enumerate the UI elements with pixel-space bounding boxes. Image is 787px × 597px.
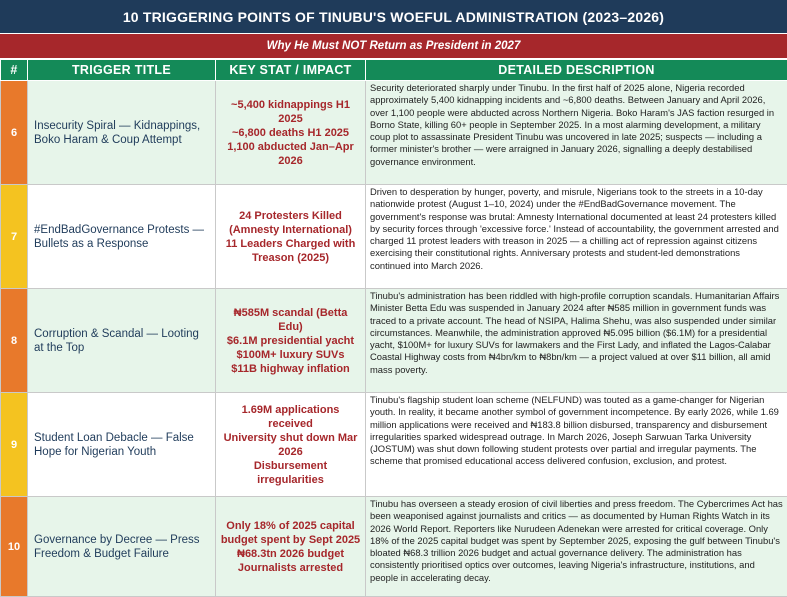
table-row <box>1 497 787 597</box>
key-stat <box>216 393 366 497</box>
stat-line: 1,100 abducted Jan–Apr 2026 <box>220 140 361 168</box>
table-header-row <box>1 60 787 81</box>
stat-line: $6.1M presidential yacht <box>220 334 361 348</box>
row-number: 7 <box>1 185 28 289</box>
key-stat <box>216 497 366 597</box>
trigger-title: Insecurity Spiral — Kidnappings, Boko Haram & Coup Attempt <box>28 81 216 185</box>
table-row <box>1 81 787 185</box>
stat-line: Disbursement irregularities <box>220 459 361 487</box>
stat-line: ₦585M scandal (Betta Edu) <box>220 306 361 334</box>
detailed-description: Driven to desperation by hunger, poverty, and misrule, Nigerians took to the streets in a 10-day nationwide protest (August 1–10, 2024) under the #EndBadGovernance movement. The government's response was brutal: Amnesty International documented at least 24 protesters killed by security forces through 'excessive force.' Instead of accountability, the government arrested and charged 11 protest leaders with treason in 2025 — a chilling act of repression against citizens exercising their constitutional rights. Anniversary protests and student-led demonstrations continued into March 2026. <box>366 185 787 289</box>
detailed-description: Tinubu has overseen a steady erosion of civil liberties and press freedom. The Cybercrimes Act has been weaponised against journalists and critics — as documented by Human Rights Watch in its 2026 World Report. Reporters like Nurudeen Adenekan were arrested for critical coverage. Only 18% of the 2025 capital budget was spent by September 2025, exposing the gulf between Tinubu's bloated ₦68.3 trillion 2026 budget and actual governance delivery. The administration has consistently prioritised optics over outcomes, leaving Nigeria's infrastructure, institutions, and people in accelerating decay. <box>366 497 787 597</box>
stat-line: 11 Leaders Charged with Treason (2025) <box>220 237 361 265</box>
detailed-description: Security deteriorated sharply under Tinubu. In the first half of 2025 alone, Nigeria recorded approximately 5,400 kidnapping incidents and ~6,800 deaths. Between January and April 2026, over 1,100 people were abducted across Northern Nigeria. Boko Haram's JAS faction resurged in Borno State, killing 60+ people in September 2025. In a most alarming development, a military coup plot to assassinate President Tinubu was uncovered in late 2025; suspects — including a former minister's brother — were arraigned in January 2026, signalling a deeply destabilised governance environment. <box>366 81 787 185</box>
column-header-stat: KEY STAT / IMPACT <box>216 60 366 81</box>
page-subtitle: Why He Must NOT Return as President in 2027 <box>0 34 787 59</box>
row-number: 8 <box>1 289 28 393</box>
column-header-description: DETAILED DESCRIPTION <box>366 60 787 81</box>
key-stat <box>216 81 366 185</box>
trigger-title: Governance by Decree — Press Freedom & Budget Failure <box>28 497 216 597</box>
stat-line: ₦68.3tn 2026 budget <box>220 547 361 561</box>
column-header-title: TRIGGER TITLE <box>28 60 216 81</box>
table-row <box>1 185 787 289</box>
page-title: 10 TRIGGERING POINTS OF TINUBU'S WOEFUL ADMINISTRATION (2023–2026) <box>0 0 787 34</box>
stat-line: Journalists arrested <box>220 561 361 575</box>
stat-line: 1.69M applications received <box>220 403 361 431</box>
row-number: 6 <box>1 81 28 185</box>
stat-line: ~6,800 deaths H1 2025 <box>220 126 361 140</box>
stat-line: Only 18% of 2025 capital budget spent by Sept 2025 <box>220 519 361 547</box>
trigger-title: Corruption & Scandal — Looting at the Top <box>28 289 216 393</box>
stat-line: ~5,400 kidnappings H1 2025 <box>220 98 361 126</box>
key-stat <box>216 289 366 393</box>
stat-line: $100M+ luxury SUVs <box>220 348 361 362</box>
table-row <box>1 289 787 393</box>
detailed-description: Tinubu's administration has been riddled with high-profile corruption scandals. Humanitarian Affairs Minister Betta Edu was suspended in January 2024 after ₦585 million in government funds was traced to a private account. The head of NSIPA, Halima Shehu, was also suspended under similar circumstances. Meanwhile, the administration approved ₦5.095 billion ($6.1M) for a presidential yacht, $100M+ for luxury SUVs for lawmakers and the First Lady, and inflated the Lagos-Calabar Coastal Highway costs from ₦4bn/km to ₦8bn/km — a project valued at over $11 billion, all amid mass poverty. <box>366 289 787 393</box>
table-row <box>1 393 787 497</box>
stat-line: $11B highway inflation <box>220 362 361 376</box>
key-stat <box>216 185 366 289</box>
row-number: 10 <box>1 497 28 597</box>
stat-line: University shut down Mar 2026 <box>220 431 361 459</box>
trigger-title: #EndBadGovernance Protests — Bullets as a Response <box>28 185 216 289</box>
triggers-table <box>0 59 787 597</box>
stat-line: 24 Protesters Killed (Amnesty International) <box>220 209 361 237</box>
detailed-description: Tinubu's flagship student loan scheme (NELFUND) was touted as a game-changer for Nigerian youth. In reality, it became another symbol of government incompetence. By early 2026, while 1.69 million applications were received and ₦183.8 billion disbursed, transparency and disbursement irregularities sparked widespread outrage. In March 2026, Joseph Sarwuan Tarka University (JOSTUM) was shut down following student protests over partial and irregular payments. The scheme that promised educational access delivered confusion, exclusion, and protest. <box>366 393 787 497</box>
column-header-number: # <box>1 60 28 81</box>
trigger-title: Student Loan Debacle — False Hope for Nigerian Youth <box>28 393 216 497</box>
row-number: 9 <box>1 393 28 497</box>
